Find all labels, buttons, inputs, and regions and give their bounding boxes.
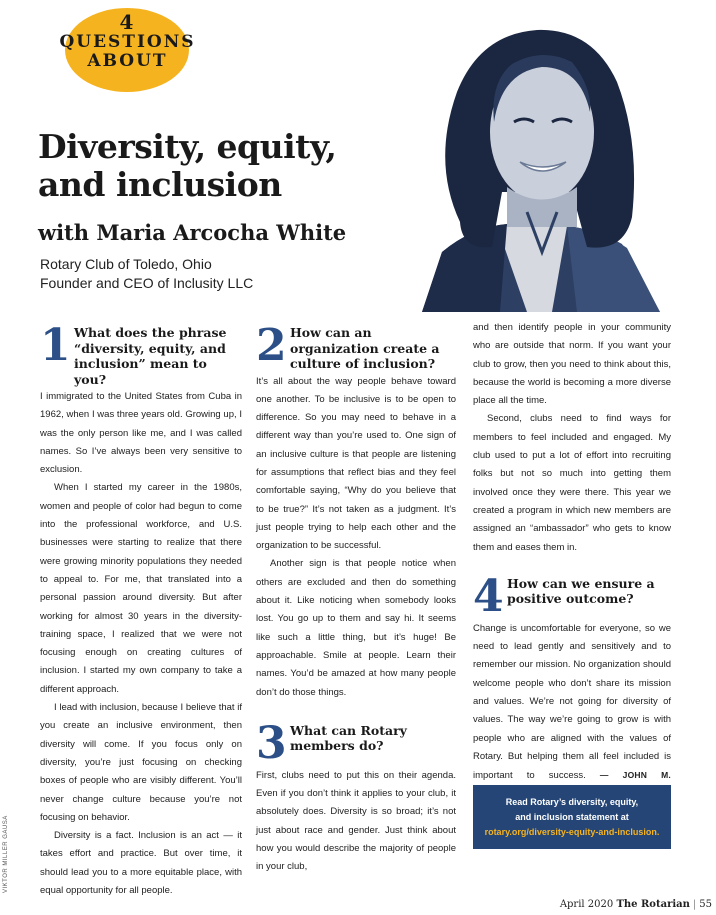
badge-line1: QUESTIONS — [59, 32, 196, 52]
affiliation — [40, 255, 253, 293]
affiliation-role: Founder and CEO of Inclusity LLC — [40, 275, 254, 291]
answer-paragraph — [473, 620, 671, 805]
answer-paragraph: Second, clubs need to find ways for members to feel included and engaged. My club used to put a lot of effort into recruiting folks but not so much into getting them involved once they were there. This year we created a program in which new members are assigned an “ambassador” who gets to know them and eases them in. — [473, 413, 671, 553]
question-4 — [473, 570, 671, 622]
question-1 — [40, 320, 242, 387]
question-heading: What can Rotary members do? — [290, 722, 407, 754]
question-number: 1 — [40, 320, 71, 371]
question-number: 4 — [473, 570, 504, 622]
article-subtitle: with Maria Arcocha White — [38, 220, 347, 245]
answer-paragraph: I lead with inclusion, because I believe that if you create an inclusive environment, then diversity will come. If you focus only on diversity, you’re just focusing on checking boxes of people who are visibly different. You’ll never change culture because you’re not focusing on behavior. — [40, 702, 242, 823]
section-badge — [40, 12, 215, 71]
photo-credit: VIKTOR MILLER GAUSA — [3, 815, 9, 893]
answer-paragraph: When I started my career in the 1980s, women and people of color had begun to come into the professional workforce, and U.S. businesses were starting to realize that there were growing minority populations they needed to appeal to. For me, that translated into a personal passion around diversity. But after working for almost 30 years in the diversity-training space, I realized that we were not focusing enough on creating cultures of inclusion. I started my own company to take a different approach. — [40, 482, 242, 695]
footer-separator: | — [692, 899, 697, 910]
footer-date: April 2020 — [559, 899, 614, 910]
question-number: 3 — [256, 717, 287, 769]
title-line1: Diversity, equity, — [38, 127, 337, 166]
column-3 — [473, 319, 671, 805]
page-number: 55 — [699, 899, 712, 910]
answer-paragraph: Diversity is a fact. Inclusion is an act — it takes effort and practice. But over time, it should lead you to a more equitable place, with equal opportunity for all people. — [40, 830, 242, 897]
callout-line1: Read Rotary’s diversity, equity, — [505, 797, 639, 807]
answer-paragraph: and then identify people in your community who are outside that norm. If you want your club to grow, then you need to think about this, because the world is becoming a more diverse place all the time. — [473, 322, 671, 407]
callout-link[interactable]: rotary.org/diversity-equity-and-inclusion. — [484, 827, 660, 837]
question-heading: What does the phrase “diversity, equity, and inclusion” mean to you? — [74, 325, 227, 387]
column-2 — [256, 320, 456, 877]
page-footer — [540, 899, 712, 910]
answer-paragraph: First, clubs need to put this on their agenda. Even if you don’t think it applies to your club, it absolutely does. Diversity is so broad; it’s not just about race and gender. Just think about how you would describe the majority of people in your club, — [256, 769, 456, 873]
question-heading: How can we ensure a positive outcome? — [507, 575, 655, 607]
column-1 — [40, 320, 242, 900]
question-2 — [256, 320, 456, 372]
author-signature: — JOHN M. — [599, 770, 671, 781]
answer-paragraph: Another sign is that people notice when others are excluded and then do something about it. Like noticing when somebody looks lost. You go up to them and say hi. It seems like such a little thing, but it’s huge! Be approachable. Smile at people. Learn their names. You’d be amazed at how many people don’t do those things. — [256, 558, 456, 698]
article-title — [38, 128, 418, 204]
affiliation-club: Rotary Club of Toledo, Ohio — [40, 256, 212, 272]
callout-line2: and inclusion statement at — [515, 812, 629, 822]
portrait-illustration — [402, 12, 672, 312]
answer-paragraph: I immigrated to the United States from Cuba in 1962, when I was three years old. Growing up, I was the only person like me, and I was called names. So I’ve always been very sensitive to exclusion. — [40, 391, 242, 476]
footer-publication: The Rotarian — [616, 899, 690, 910]
badge-line2: ABOUT — [87, 51, 168, 71]
badge-number: 4 — [119, 10, 136, 34]
question-3 — [256, 717, 456, 769]
question-heading: How can an organization create a culture of inclusion? — [290, 325, 440, 371]
answer-paragraph: It’s all about the way people behave toward one another. To be inclusive is to be open to difference. So you may need to behave in a different way than you’re used to. One sign of an inclusive culture is that people are listening for assumptions that reflect bias and they feel comfortable saying, “Why do you believe that to be true?” It’s not taken as a judgment. It’s just people trying to help each other and the organization to be successful. — [256, 375, 456, 552]
question-number: 2 — [256, 320, 287, 371]
title-line2: and inclusion — [38, 165, 282, 204]
answer-4-text: Change is uncomfortable for everyone, so we need to lead gently and sensitively and to remember our mission. No organization should welcome people who don’t share its mission and values. We’re not going for diversity of values. The way we’re going to grow is with people who are aligned with the values of Rotary. But helping them all feel included is important to success. — [473, 622, 671, 782]
callout-box — [473, 785, 671, 849]
